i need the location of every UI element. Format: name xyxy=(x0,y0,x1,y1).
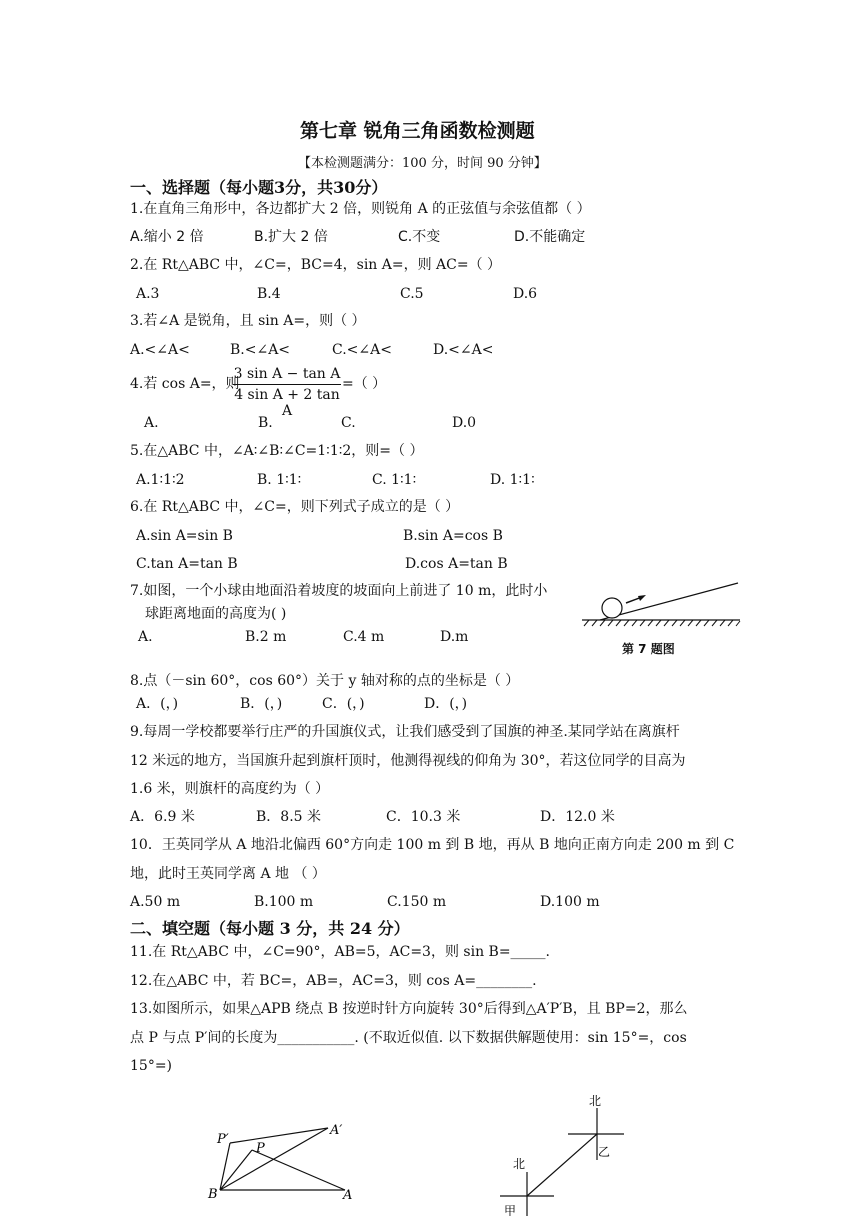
option-d: D.<∠A< xyxy=(433,342,494,358)
question-stem-line-3: 15°=) xyxy=(130,1058,173,1074)
label-b: B xyxy=(208,1187,218,1202)
question-stem: 6.在 Rt△ABC 中，∠C=，则下列式子成立的是（ ） xyxy=(130,499,460,515)
option-d: D．12.0 米 xyxy=(540,809,615,825)
option-b: B．(，) xyxy=(240,696,283,712)
option-a: A．(，) xyxy=(136,696,179,712)
question-stem-line-2: 地，此时王英同学离 A 地 （ ） xyxy=(130,866,326,882)
option-c: C.tan A=tan B xyxy=(136,556,238,572)
label-p-prime: P′ xyxy=(217,1132,229,1147)
option-d: D．(，) xyxy=(424,696,468,712)
question-stem: 1.在直角三角形中，各边都扩大 2 倍，则锐角 A 的正弦值与余弦值都（ ） xyxy=(130,201,591,217)
question-stem-prefix: 4.若 cos A=，则 xyxy=(130,376,240,392)
figure-caption: 第 7 题图 xyxy=(622,642,675,656)
option-d: D.不能确定 xyxy=(514,229,586,245)
question-stem-line-1: 7.如图，一个小球由地面沿着坡度的坡面向上前进了 10 m，此时小 xyxy=(130,583,548,599)
question-stem: 2.在 Rt△ABC 中，∠C=，BC=4，sin A=，则 AC=（ ） xyxy=(130,257,502,273)
question-stem-line-2: 点 P 与点 P′间的长度为___________. (不取近似值. 以下数据供解题使用：sin 15°=，cos xyxy=(130,1030,687,1046)
option-c: C. 1∶1∶ xyxy=(372,472,417,488)
page-title: 第七章 锐角三角函数检测题 xyxy=(300,120,535,142)
option-a: A.<∠A< xyxy=(130,342,190,358)
question-stem: 5.在△ABC 中，∠A∶∠B∶∠C=1∶1∶2，则=（ ） xyxy=(130,443,424,459)
option-d: D.m xyxy=(440,629,469,645)
option-c: C.<∠A< xyxy=(332,342,392,358)
slope-line xyxy=(600,583,738,620)
option-b: B.sin A=cos B xyxy=(403,528,503,544)
question-stem-line-1: 10．王英同学从 A 地沿北偏西 60°方向走 100 m 到 B 地，再从 B 地向正南方向走 200 m 到 C xyxy=(130,837,735,853)
option-b: B.100 m xyxy=(254,894,314,910)
option-b: B．8.5 米 xyxy=(256,809,322,825)
option-b: B.扩大 2 倍 xyxy=(254,229,328,245)
question-stem: 3.若∠A 是锐角，且 sin A=，则（ ） xyxy=(130,313,366,329)
option-c: C. xyxy=(341,415,356,431)
section-heading-fill: 二、填空题（每小题 3 分，共 24 分） xyxy=(130,919,410,938)
ball-icon xyxy=(602,598,622,618)
label-north-top: 北 xyxy=(589,1094,602,1108)
label-a-prime: A′ xyxy=(330,1123,343,1138)
option-a: A.sin A=sin B xyxy=(136,528,233,544)
ground-hatching xyxy=(584,620,740,626)
option-d: D. 1∶1∶ xyxy=(490,472,535,488)
question-11: 11.在 Rt△ABC 中，∠C=90°，AB=5，AC=3，则 sin B=_____. xyxy=(130,944,550,960)
option-b: B. 1∶1∶ xyxy=(257,472,302,488)
option-b: B. xyxy=(258,415,273,431)
rotation-figure xyxy=(200,1118,370,1216)
option-c: C．10.3 米 xyxy=(386,809,461,825)
option-a: A．6.9 米 xyxy=(130,809,195,825)
option-b: B.<∠A< xyxy=(230,342,291,358)
option-c: C.150 m xyxy=(387,894,447,910)
option-a: A.3 xyxy=(136,286,160,302)
question-stem-line-3: 1.6 米，则旗杆的高度约为（ ） xyxy=(130,781,330,797)
slope-figure xyxy=(578,578,748,630)
option-a: A. xyxy=(138,629,153,645)
label-jia: 甲 xyxy=(504,1204,517,1216)
option-a: A. xyxy=(144,415,159,431)
question-stem-line-2: 球距离地面的高度为( ) xyxy=(145,606,287,622)
option-c: C.5 xyxy=(400,286,424,302)
option-d: D.6 xyxy=(513,286,538,302)
fraction-bar xyxy=(233,384,341,385)
page-subtitle: 【本检测题满分：100 分，时间 90 分钟】 xyxy=(298,156,547,171)
compass-figure xyxy=(490,1088,640,1216)
option-b: B.2 m xyxy=(245,629,287,645)
section-heading-choice: 一、选择题（每小题3分，共30分） xyxy=(130,178,388,197)
fraction-denominator: 4 sin A + 2 tan A xyxy=(234,387,340,419)
segment-pa xyxy=(252,1150,345,1190)
fraction-expression xyxy=(233,366,341,419)
arrow-head-icon xyxy=(638,595,646,601)
question-stem-line-1: 9.每周一学校都要举行庄严的升国旗仪式，让我们感受到了国旗的神圣.某同学站在离旗杆 xyxy=(130,724,680,740)
label-a: A xyxy=(343,1188,353,1203)
fraction-numerator: 3 sin A − tan A xyxy=(233,366,341,382)
option-a: A.缩小 2 倍 xyxy=(130,229,204,245)
question-stem-line-1: 13.如图所示，如果△APB 绕点 B 按逆时针方向旋转 30°后得到△A′P′B，且 BP=2，那么 xyxy=(130,1001,688,1017)
option-d: D.0 xyxy=(452,415,477,431)
option-a: A.1∶1∶2 xyxy=(136,472,185,488)
option-d: D.cos A=tan B xyxy=(405,556,508,572)
option-c: C.4 m xyxy=(343,629,385,645)
label-p: P xyxy=(256,1141,265,1156)
segment-p-prime-a-prime xyxy=(230,1128,328,1143)
segment-ba-prime xyxy=(220,1128,328,1190)
option-c: C．(，) xyxy=(322,696,365,712)
option-b: B.4 xyxy=(257,286,281,302)
path-jia-to-yi xyxy=(527,1134,597,1196)
question-stem-line-2: 12 米远的地方，当国旗升起到旗杆顶时，他测得视线的仰角为 30°，若这位同学的目高为 xyxy=(130,753,686,769)
question-12: 12.在△ABC 中，若 BC=，AB=，AC=3，则 cos A=________. xyxy=(130,973,537,989)
option-d: D.100 m xyxy=(540,894,600,910)
question-stem-suffix: =（ ） xyxy=(342,376,387,392)
option-c: C.不变 xyxy=(398,229,441,245)
label-yi: 乙 xyxy=(598,1145,611,1159)
label-north-left: 北 xyxy=(513,1157,526,1171)
option-a: A.50 m xyxy=(130,894,181,910)
question-stem: 8.点（－sin 60°，cos 60°）关于 y 轴对称的点的坐标是（ ） xyxy=(130,673,520,689)
